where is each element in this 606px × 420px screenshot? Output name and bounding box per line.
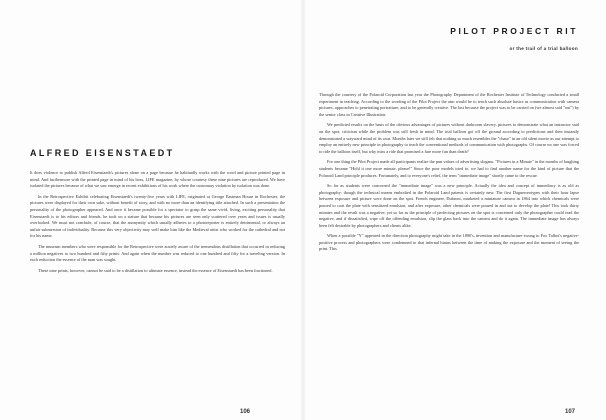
paragraph: When a possible "Y" appeared in the direction photography might take in the 1880's, invention and manufacture swung to Fox Talbot's negative-positive process and photographers were condemned to that infernal hiatus between the time of making the exposure and the moment of seeing the print. This (319, 233, 579, 252)
paragraph: In the Retrospective Exhibit celebrating Eisenstaedt's twenty-five years with LIFE, originated at George Eastman House in Rochester, the pictures were displayed for their own sake, without benefit of story, and with no more than an identifying title attached. In such a presentation the personality of the photographer appeared. And once it became possible for a spectator to grasp the same vivid, living, exciting personality that Eisenstaedt is to his editors and friends, he took on a stature that because his pictures are seen only scattered over years and issues is usually overlooked. We must not conclude, of course, that the anonymity which usually adheres to a photoreporter is entirely detrimental, or always an unfair submersion of individuality. Because this very objectivity may well make him like the Medieval artist who worked for the cathedral and not for his name. (30, 193, 285, 239)
page-number: 107 (565, 409, 576, 415)
page-number: 106 (240, 409, 251, 415)
paragraph: We predicted results on the basis of the obvious advantages of pictures without darkroom slavery, pictures to demonstrate what an instructor said on the spot, criticism while the problem was still fresh in mind. The trial balloon got off the ground according to predictions and then instantly demonstrated a wayward mind of its own. Months later we still felt that nothing so much resembles the "chase" in an old silent movie as our attempt to employ an entirely new principle in photography to teach the conventional methods of communication with photographs. Of course no one was forced to ride the balloon itself, but why miss a ride that promised a fare more fun than death? (319, 122, 579, 154)
left-column (30, 170, 285, 278)
paragraph: These nine prints, however, cannot be said to be a distillation to ultimate essence, instead the essence of Eisenstaedt has been fractioned. (38, 267, 273, 273)
paragraph: Through the courtesy of the Polaroid Corporation last year the Photography Department of the Rochester Institute of Technology conducted a small experiment in teaching. According to the wording of the Pilot Project the aim would be to teach such absolute basics as communication with camera pictures, approaches to penetrating portraiture, and to be generally creative. The last because the project was to be carried on (we almost said "out") by the senior class in Creative Illustration. (319, 92, 579, 117)
right-page (303, 0, 606, 420)
article-heading: ALFRED EISENSTAEDT (30, 148, 175, 158)
paragraph: It does violence to publish Alfred Eisenstaedt's pictures alone on a page because he habitually works with the word and picture printed page in mind. And furthermore with the printed page in mind of his boss, LIFE magazine, by whose courtesy these nine pictures are reproduced. We have isolated the pictures because of what we saw emerge in recent exhibitions of his work where the customary violation by isolation was done. (30, 170, 285, 189)
article-title: PILOT PROJECT RIT (450, 26, 578, 36)
right-column (319, 92, 579, 257)
article-subtitle: or the trail of a trial balloon (509, 46, 578, 51)
paragraph: The museum members who were responsible for the Retrospective were acutely aware of the tremendous distillation that occurred in reducing a million negatives to two hundred and fifty prints. And again when the number was reduced to one hundred and fifty for a traveling version. In each reduction the essence of the man was sought. (30, 243, 285, 263)
paragraph: So far as students were concerned the "immediate image" was a new principle. Actually the idea and concept of immediacy is as old as photography: though the technical means embodied in the Polaroid Land patents is certainly new. The first Daguerreotypes with their hour lapse between exposure and picture were done on the spot. French engineer, Dubroni, marketed a miniature camera in 1864 into which chemicals were poured to coat the plate with sensitized emulsion, and after exposure, other chemicals were poured in and out to develop the plate! This took thirty minutes and the result was a negative; yet so far as the principle of perfecting pictures on the spot is concerned only the photographer could read the negative, and if dissatisfied, wipe off the offending emulsion, slip the glass back into the camera and do it again. The immediate image has always been felt desirable by photographers and clients alike. (319, 183, 579, 228)
paragraph: For one thing the Pilot Project made all participants realize the pun values of advertising slogans. "Pictures in a Minute" in the mouths of laughing students became "Hold it one more minute, please!" Since the poor models tried to, we had to find another name for the kind of picture that the Polaroid Land principle produces. Fortunately, and to everyone's relief, the term "immediate image" shortly came to the rescue. (319, 159, 579, 178)
